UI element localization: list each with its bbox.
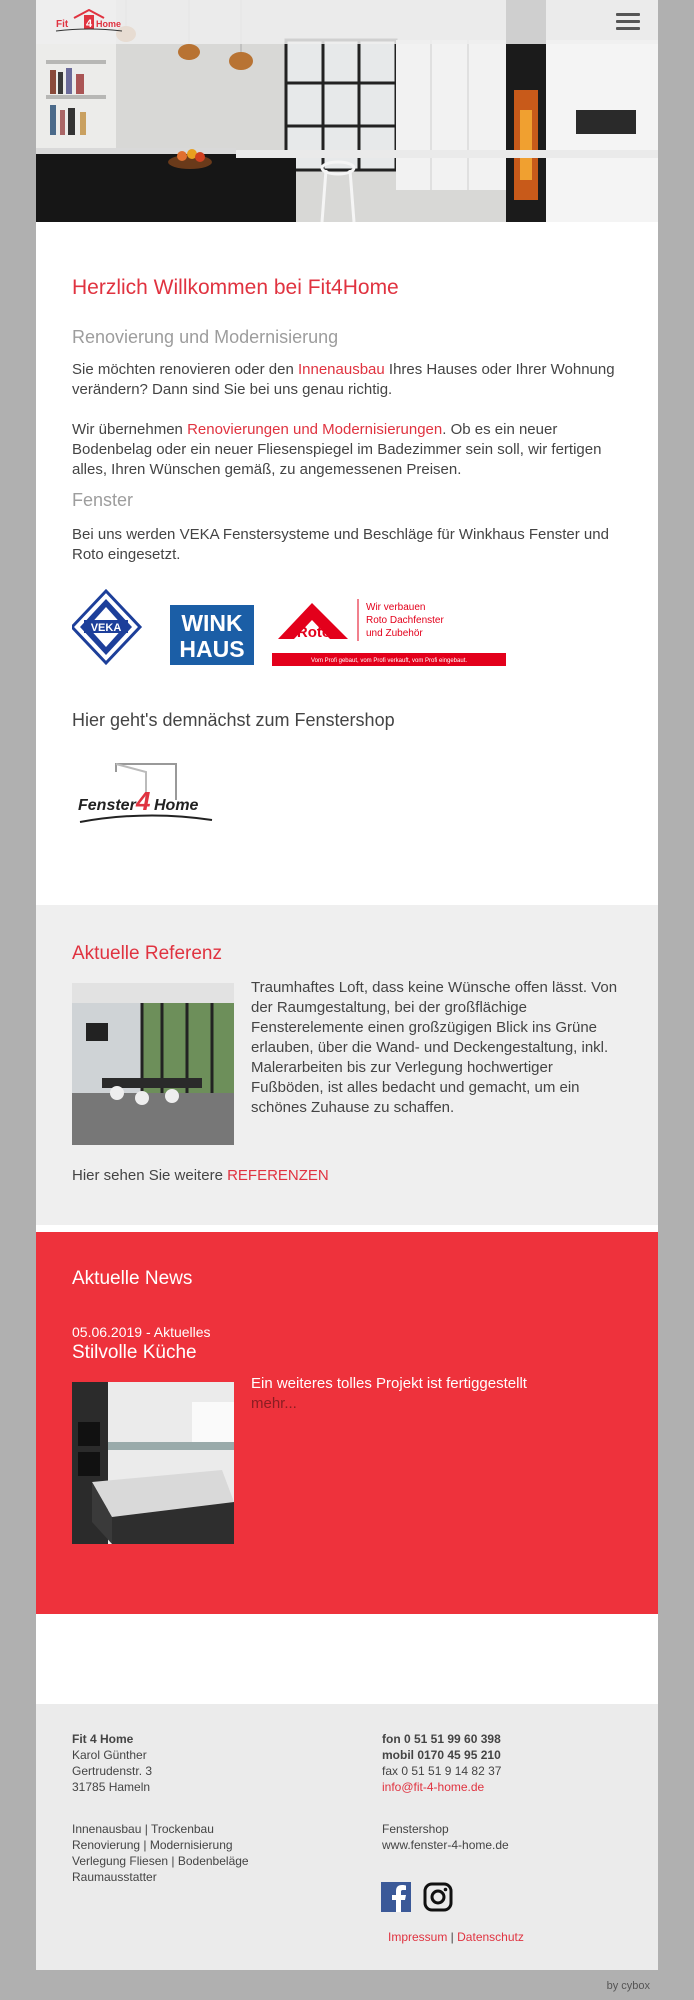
footer-services-4: Raumausstatter xyxy=(72,1870,157,1884)
footer-services-2: Renovierung | Modernisierung xyxy=(72,1838,233,1852)
footer xyxy=(36,1704,658,1970)
intro-paragraph-1 xyxy=(72,360,627,400)
partner-logos xyxy=(72,587,542,669)
news-kitchen-image[interactable] xyxy=(72,1382,234,1544)
footer-shop-url[interactable]: www.fenster-4-home.de xyxy=(382,1838,509,1852)
credit-link[interactable]: by cybox xyxy=(606,1980,650,1992)
facebook-icon[interactable] xyxy=(381,1882,411,1917)
instagram-icon[interactable] xyxy=(423,1882,453,1917)
fenstershop-heading: Hier geht's demnächst zum Fenstershop xyxy=(72,710,395,730)
footer-fon: fon 0 51 51 99 60 398 xyxy=(382,1732,501,1746)
footer-shop xyxy=(382,1821,509,1853)
referenz-more-text: Hier sehen Sie weitere xyxy=(72,1167,228,1184)
renovierungen-link[interactable]: Renovierungen und Modernisierungen xyxy=(187,421,443,438)
news-title-link[interactable]: Stilvolle Küche xyxy=(72,1342,197,1363)
impressum-link[interactable]: Impressum xyxy=(388,1930,448,1944)
page xyxy=(36,0,658,1970)
referenz-more xyxy=(72,1167,329,1184)
footer-services xyxy=(72,1821,249,1885)
intro-paragraph-2 xyxy=(72,420,627,480)
referenz-section xyxy=(36,905,658,1225)
footer-address xyxy=(72,1731,152,1795)
svg-text:und Zubehör: und Zubehör xyxy=(366,628,423,639)
footer-fax: fax 0 51 51 9 14 82 37 xyxy=(382,1764,502,1778)
referenz-heading: Aktuelle Referenz xyxy=(72,943,222,964)
svg-text:Home: Home xyxy=(154,797,199,814)
news-heading: Aktuelle News xyxy=(72,1268,193,1289)
footer-services-3: Verlegung Fliesen | Bodenbeläge xyxy=(72,1854,249,1868)
footer-company: Fit 4 Home xyxy=(72,1732,134,1746)
fenster-paragraph: Bei uns werden VEKA Fenstersysteme und Beschläge für Winkhaus Fenster und Roto eingesetzt. xyxy=(72,526,609,563)
innenausbau-link[interactable]: Innenausbau xyxy=(297,361,385,378)
svg-text:Roto: Roto xyxy=(296,624,332,641)
fenster-heading: Fenster xyxy=(72,490,134,510)
svg-text:Home: Home xyxy=(96,19,122,29)
fit4home-logo[interactable] xyxy=(54,9,124,33)
datenschutz-link[interactable]: Datenschutz xyxy=(457,1930,524,1944)
hamburger-menu-icon[interactable] xyxy=(616,13,640,31)
news-teaser: Ein weiteres tolles Projekt ist fertiggestellt xyxy=(251,1375,527,1392)
referenz-text: Traumhaftes Loft, dass keine Wünsche offen lässt. Von der Raumgestaltung, bei der großflächige Fensterelemente einen großzügigen Blick ins Grüne erlauben, über die Wand- und Deckengestaltung, inkl. Malerarbeiten bis zur Verlegung hochwertiger Fußböden, ist alles bedacht und gemacht, um ein schönes Zuhause zu schaffen. xyxy=(251,979,618,1116)
renovierung-heading: Renovierung und Modernisierung xyxy=(72,327,339,347)
legal-separator: | xyxy=(447,1930,458,1944)
p2-text-after: . Ob es ein neuer Bodenbelag oder ein neuer Fliesenspiegel im Badezimmer sein soll, wir fertigen alles, Ihren Wünschen gemäß, zu angemessenen Preisen. xyxy=(72,421,602,478)
fenster4home-logo[interactable] xyxy=(76,760,216,828)
legal-links xyxy=(388,1930,524,1944)
svg-text:Vom Profi gebaut, vom Profi ve: Vom Profi gebaut, vom Profi verkauft, vom Profi eingebaut. xyxy=(310,658,468,664)
p1-text-before: Sie möchten renovieren oder den xyxy=(72,361,298,378)
referenzen-link[interactable]: REFERENZEN xyxy=(227,1167,329,1184)
footer-contact xyxy=(382,1731,501,1795)
svg-text:HAUS: HAUS xyxy=(179,636,245,662)
footer-name: Karol Günther xyxy=(72,1748,147,1762)
svg-text:WINK: WINK xyxy=(181,610,243,636)
p2-text-before: Wir übernehmen xyxy=(72,421,188,438)
svg-text:Wir verbauen: Wir verbauen xyxy=(366,602,426,613)
svg-text:VEKA: VEKA xyxy=(90,622,122,634)
svg-text:Fit: Fit xyxy=(56,19,69,30)
footer-city: 31785 Hameln xyxy=(72,1780,151,1794)
footer-email-link[interactable]: info@fit-4-home.de xyxy=(382,1780,485,1794)
news-section xyxy=(36,1232,658,1614)
footer-mobil: mobil 0170 45 95 210 xyxy=(382,1748,501,1762)
roto-logo xyxy=(272,599,506,666)
winkhaus-logo xyxy=(170,605,254,665)
news-date: 05.06.2019 - Aktuelles xyxy=(72,1324,211,1340)
social-links xyxy=(381,1882,461,1917)
footer-shop-label: Fenstershop xyxy=(382,1822,449,1836)
p1-text-after: Ihres Hauses oder Ihrer Wohnung verändern? Dann sind Sie bei uns genau richtig. xyxy=(72,361,615,398)
footer-services-1: Innenausbau | Trockenbau xyxy=(72,1822,214,1836)
page-title: Herzlich Willkommen bei Fit4Home xyxy=(72,276,399,299)
referenz-loft-image[interactable] xyxy=(72,983,234,1145)
top-navigation-bar xyxy=(36,0,658,44)
news-more-link[interactable]: mehr... xyxy=(251,1395,297,1412)
svg-text:4: 4 xyxy=(86,18,93,30)
veka-logo xyxy=(72,591,140,663)
svg-text:Roto Dachfenster: Roto Dachfenster xyxy=(366,615,444,626)
svg-text:Fenster: Fenster xyxy=(78,797,136,814)
svg-text:4: 4 xyxy=(136,786,151,816)
footer-street: Gertrudenstr. 3 xyxy=(72,1764,153,1778)
